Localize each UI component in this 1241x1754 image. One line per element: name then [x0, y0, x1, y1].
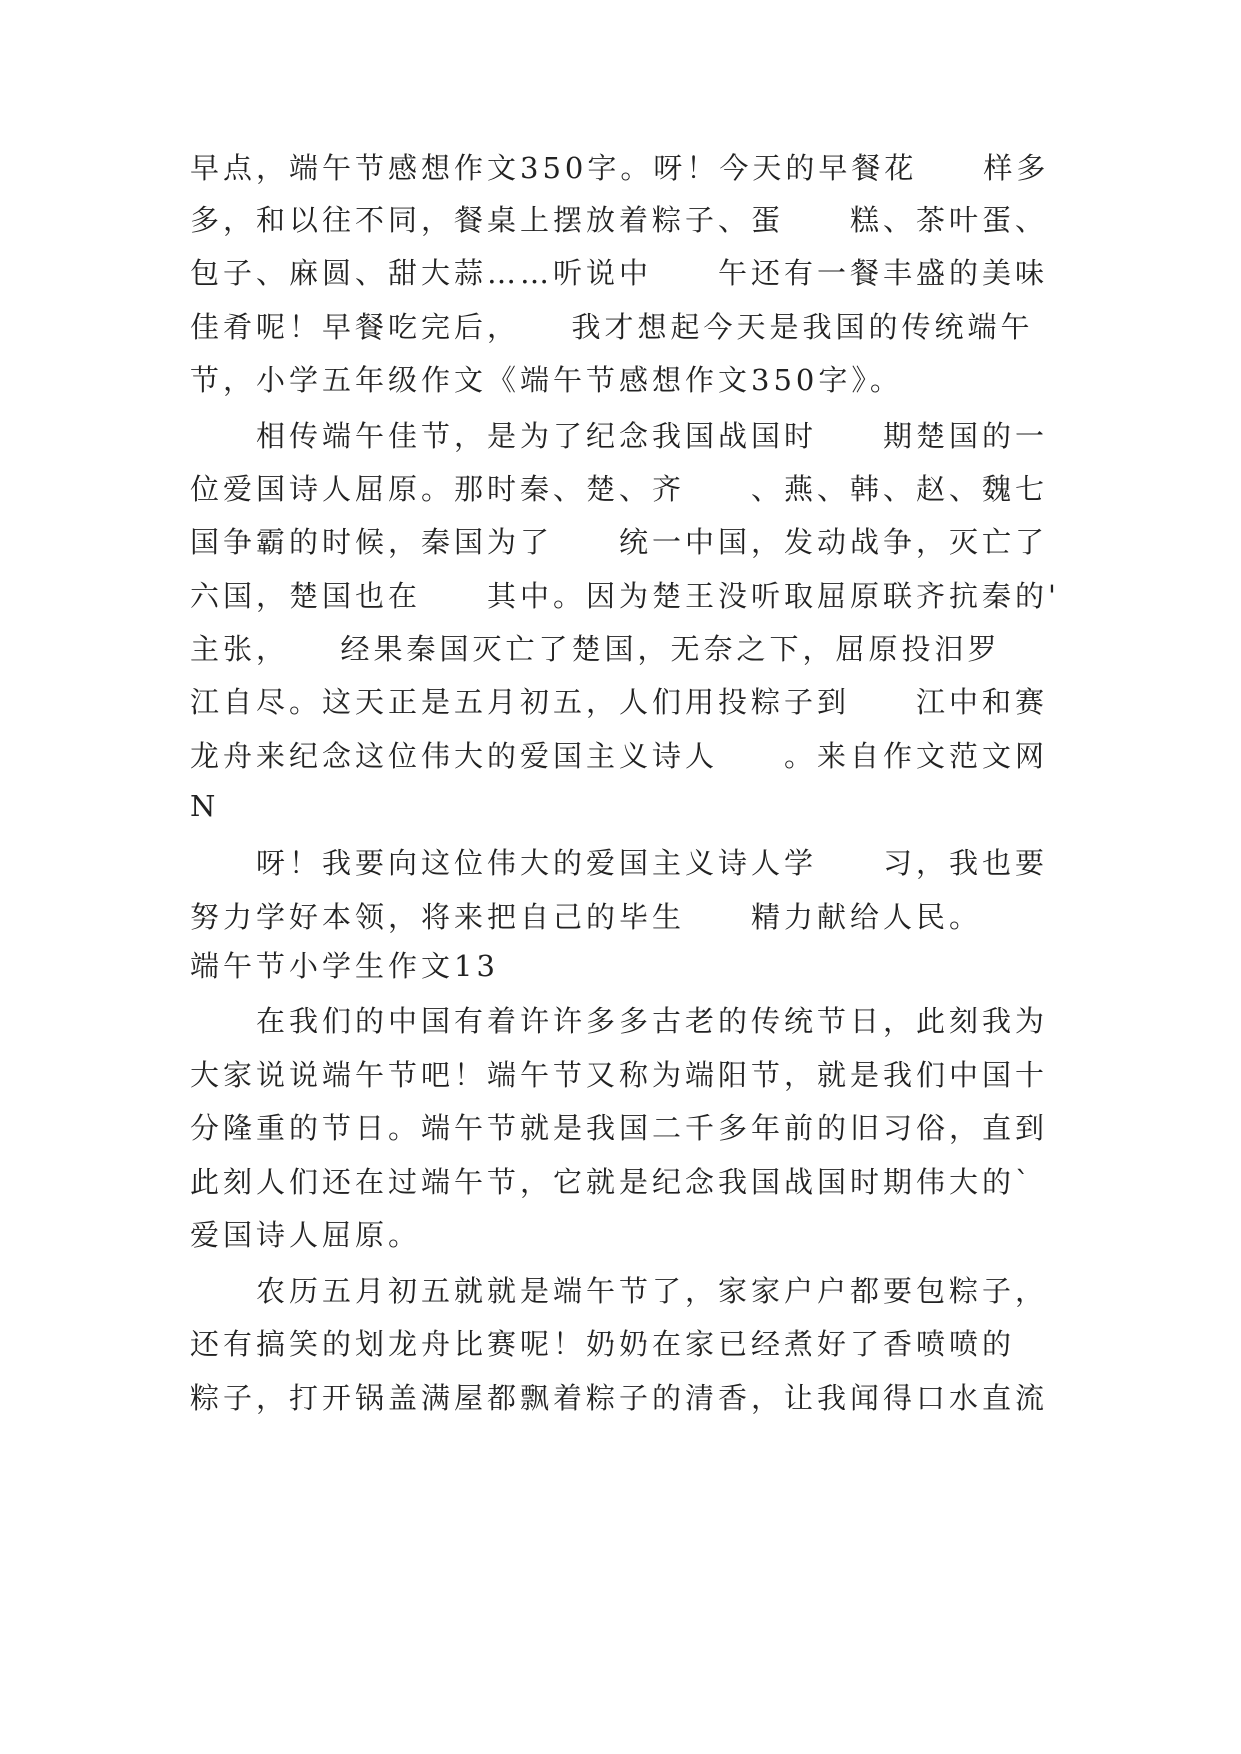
- text-line: 位爱国诗人屈原。那时秦、楚、齐 、燕、韩、赵、魏七: [190, 472, 1049, 506]
- text-line: 还有搞笑的划龙舟比赛呢！奶奶在家已经煮好了香喷喷的: [190, 1327, 1016, 1361]
- text-line: 分隆重的节日。端午节就是我国二千多年前的旧习俗，直到: [190, 1111, 1049, 1145]
- text-line: 呀！我要向这位伟大的爱国主义诗人学 习，我也要: [190, 846, 1049, 880]
- text-line: 节，小学五年级作文《端午节感想作文350字》。: [190, 363, 903, 397]
- text-line: 在我们的中国有着许许多多古老的传统节日，此刻我为: [190, 1004, 1049, 1038]
- text-line: 佳肴呢！早餐吃完后， 我才想起今天是我国的传统端午: [190, 310, 1034, 344]
- text-line: 龙舟来纪念这位伟大的爱国主义诗人 。来自作文范文网: [190, 739, 1049, 773]
- text-line: 主张， 经果秦国灭亡了楚国，无奈之下，屈原投汨罗: [190, 632, 1001, 666]
- text-line: 多，和以往不同，餐桌上摆放着粽子、蛋 糕、茶叶蛋、: [190, 203, 1049, 237]
- text-line: 此刻人们还在过端午节，它就是纪念我国战国时期伟大的`: [190, 1165, 1034, 1199]
- text-line: 江自尽。这天正是五月初五，人们用投粽子到 江中和赛: [190, 685, 1049, 719]
- text-line: 六国，楚国也在 其中。因为楚王没听取屈原联齐抗秦的': [190, 579, 1060, 613]
- text-line: 国争霸的时候，秦国为了 统一中国，发动战争，灭亡了: [190, 525, 1049, 559]
- text-line: 努力学好本领，将来把自己的毕生 精力献给人民。: [190, 900, 983, 934]
- text-line: 早点，端午节感想作文350字。呀！今天的早餐花 样多: [190, 151, 1050, 185]
- text-line: 爱国诗人屈原。: [190, 1218, 422, 1252]
- text-line: N: [190, 789, 220, 823]
- text-line: 包子、麻圆、甜大蒜……听说中 午还有一餐丰盛的美味: [190, 256, 1049, 290]
- text-line: 大家说说端午节吧！端午节又称为端阳节，就是我们中国十: [190, 1058, 1049, 1092]
- text-line: 农历五月初五就就是端午节了，家家户户都要包粽子，: [190, 1274, 1049, 1308]
- text-line: 粽子，打开锅盖满屋都飘着粽子的清香，让我闻得口水直流: [190, 1381, 1049, 1415]
- section-heading: 端午节小学生作文13: [190, 949, 499, 983]
- text-line: 相传端午佳节，是为了纪念我国战国时 期楚国的一: [190, 419, 1049, 453]
